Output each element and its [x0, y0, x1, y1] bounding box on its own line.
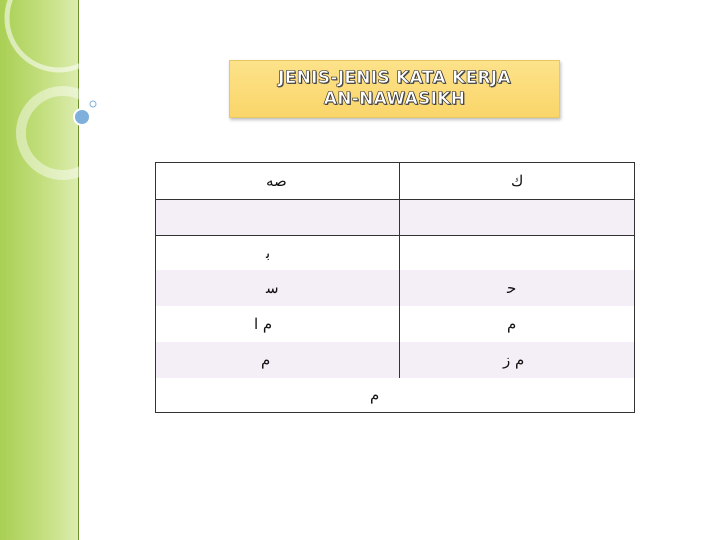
- table-row: [156, 306, 634, 342]
- table-row: [156, 236, 634, 270]
- title-line-2: AN-NAWASIKH: [323, 89, 466, 109]
- table-cell: [156, 306, 399, 342]
- table-cell: [156, 200, 399, 235]
- cell-text: ﻡ ﺯ: [503, 351, 525, 369]
- table-row: [156, 378, 634, 412]
- table-row: [156, 200, 634, 235]
- table-cell: [156, 270, 399, 306]
- table-cell: [156, 342, 399, 378]
- table-row: [156, 163, 634, 199]
- cell-text: ﺻﻪ: [266, 172, 287, 190]
- table-cell: [399, 236, 634, 270]
- cell-text: ﺳ: [266, 279, 279, 297]
- table-cell: [156, 163, 399, 199]
- title-line-1: JENIS-JENIS KATA KERJA: [278, 68, 511, 88]
- decorative-circles: [0, 0, 140, 200]
- title-banner: [229, 60, 560, 118]
- cell-text: ﺣ: [507, 279, 517, 297]
- table-cell: [399, 200, 634, 235]
- table-row: [156, 342, 634, 378]
- table-cell: [156, 378, 634, 412]
- cell-text: ﻡ: [261, 351, 271, 369]
- table-cell: [399, 342, 634, 378]
- cell-text: ﻡ: [370, 386, 380, 404]
- cell-text: ﺑ: [266, 244, 271, 262]
- table-cell: [399, 270, 634, 306]
- column-divider: [399, 163, 400, 378]
- table-row: [156, 270, 634, 306]
- table-cell: [399, 306, 634, 342]
- cell-text: ﻡ ﺍ: [254, 315, 273, 333]
- cell-text: ﻙ: [511, 172, 524, 190]
- table-cell: [399, 163, 634, 199]
- table-cell: [156, 236, 399, 270]
- verb-table: [155, 162, 635, 413]
- cell-text: ﻡ: [507, 315, 517, 333]
